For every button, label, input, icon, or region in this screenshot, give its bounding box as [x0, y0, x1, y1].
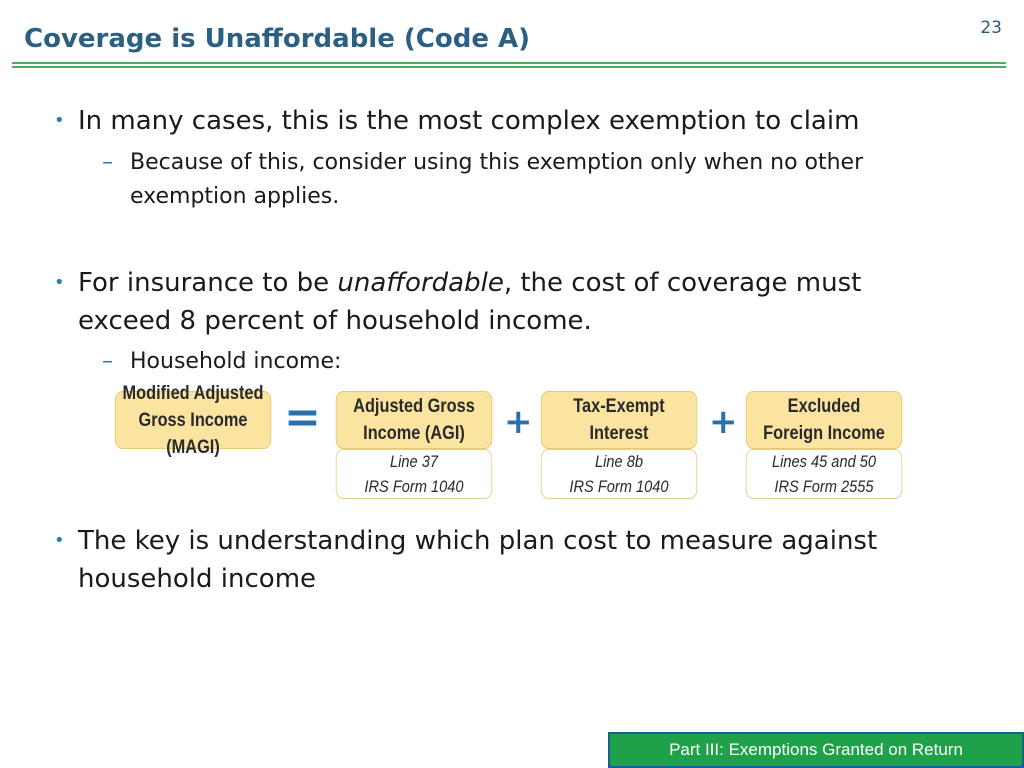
bullet-complex-exemption	[54, 102, 984, 140]
formula-ref-line: Lines 45 and 50	[771, 452, 877, 471]
formula-box-agi	[336, 391, 493, 449]
formula-box-label-2: Gross Income (MAGI)	[138, 409, 248, 458]
formula-ref-tax-exempt-interest	[541, 449, 698, 499]
formula-box-label-2: Interest	[589, 423, 649, 444]
formula-box-label-1: Adjusted Gross	[353, 396, 475, 417]
equals-icon: =	[284, 392, 321, 443]
sub-bullet-consider	[102, 146, 964, 214]
bullet-dot-icon: •	[54, 530, 65, 551]
plus-icon: +	[709, 402, 738, 442]
bullet-text	[78, 264, 984, 340]
sub-bullet-household-income	[102, 345, 964, 379]
formula-box-tax-exempt-interest	[541, 391, 698, 449]
bullet-text: In many cases, this is the most complex exemption to claim	[78, 106, 860, 136]
formula-box-magi	[115, 382, 272, 458]
sub-bullet-line-1: Because of this, consider using this exemption only when no other	[130, 150, 864, 175]
bullet-text-line-2: exceed 8 percent of household income.	[78, 306, 592, 336]
sub-bullet-line-2: exemption applies.	[130, 184, 340, 209]
formula-box-label-1: Tax-Exempt	[573, 396, 665, 417]
bullet-text-pre: For insurance to be	[78, 268, 338, 298]
bullet-dot-icon: •	[54, 272, 65, 293]
bullet-text-emphasis: unaffordable	[337, 268, 504, 298]
bullet-key-understanding	[54, 522, 984, 598]
dash-icon: –	[102, 150, 113, 175]
sub-bullet-text: Household income:	[130, 349, 342, 374]
formula-ref-line: Line 37	[390, 452, 438, 471]
formula-box-label-1: Modified Adjusted	[122, 382, 264, 404]
title-divider	[12, 62, 1006, 68]
formula-box-excluded-foreign-income	[746, 391, 903, 449]
formula-ref-agi	[336, 449, 493, 499]
section-footer-label: Part III: Exemptions Granted on Return	[669, 740, 963, 759]
formula-ref-line: Line 8b	[595, 452, 643, 471]
formula-ref-form: IRS Form 1040	[364, 477, 464, 496]
sub-bullet-text	[130, 146, 964, 214]
formula-box-label-1: Excluded	[787, 396, 861, 417]
bullet-unaffordable-definition	[54, 264, 984, 340]
bullet-text-post: , the cost of coverage must	[503, 268, 862, 298]
section-footer-tab	[608, 732, 1024, 768]
plus-icon: +	[504, 402, 533, 442]
bullet-dot-icon: •	[54, 110, 65, 131]
formula-ref-excluded-foreign-income	[746, 449, 903, 499]
bullet-text-line-2: household income	[78, 564, 317, 594]
bullet-text-line-1: The key is understanding which plan cost to measure against	[78, 526, 878, 556]
formula-box-label-2: Foreign Income	[763, 423, 885, 444]
formula-ref-form: IRS Form 1040	[569, 477, 669, 496]
formula-ref-form: IRS Form 2555	[774, 477, 874, 496]
dash-icon: –	[102, 349, 113, 374]
formula-box-label-2: Income (AGI)	[363, 423, 465, 444]
bullet-text	[78, 522, 984, 598]
slide-title: Coverage is Unaffordable (Code A)	[24, 24, 531, 54]
slide-number: 23	[980, 18, 1002, 38]
